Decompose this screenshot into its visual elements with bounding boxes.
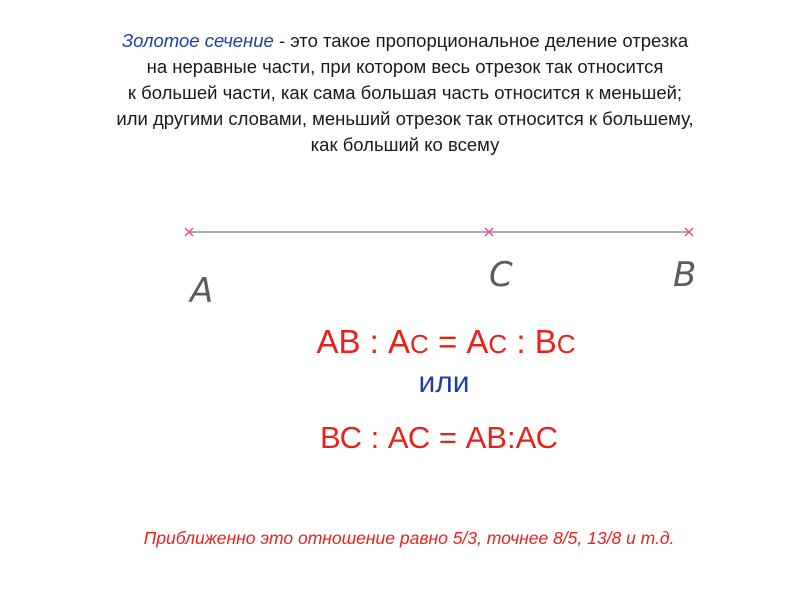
definition-line-5: как больший ко всему — [310, 134, 500, 155]
approximation-note: Приближенно это отношение равно 5/3, точнее 8/5, 13/8 и т.д. — [143, 528, 675, 548]
point-b-label: B — [673, 255, 697, 295]
formula-1-part-6: С — [556, 329, 576, 359]
formula-1-part-5: : В — [507, 323, 557, 360]
definition-line-3: к большей части, как сама большая часть относится к меньшей; — [127, 82, 683, 103]
point-a-label: A — [190, 271, 214, 311]
formula-1-part-1: АВ : А — [316, 323, 411, 360]
connector-or: или — [418, 366, 470, 399]
formula-1-part-4: С — [488, 329, 508, 359]
golden-section-term: Золотое сечение — [121, 30, 274, 51]
proportion-formula-2: ВС : АС = АВ:АС — [320, 420, 558, 455]
formula-1-part-2: С — [410, 329, 429, 359]
definition-line-2: на неравные части, при котором весь отрезок так относится — [146, 56, 664, 77]
definition-line-4: или другими словами, меньший отрезок так относится к большему, — [116, 108, 694, 129]
definition-line-1-rest: - это такое пропорциональное деление отрезка — [273, 30, 689, 51]
formula-1-part-3: = А — [428, 323, 489, 360]
point-c-label: C — [489, 255, 513, 295]
proportion-formula-1 — [0, 323, 800, 361]
